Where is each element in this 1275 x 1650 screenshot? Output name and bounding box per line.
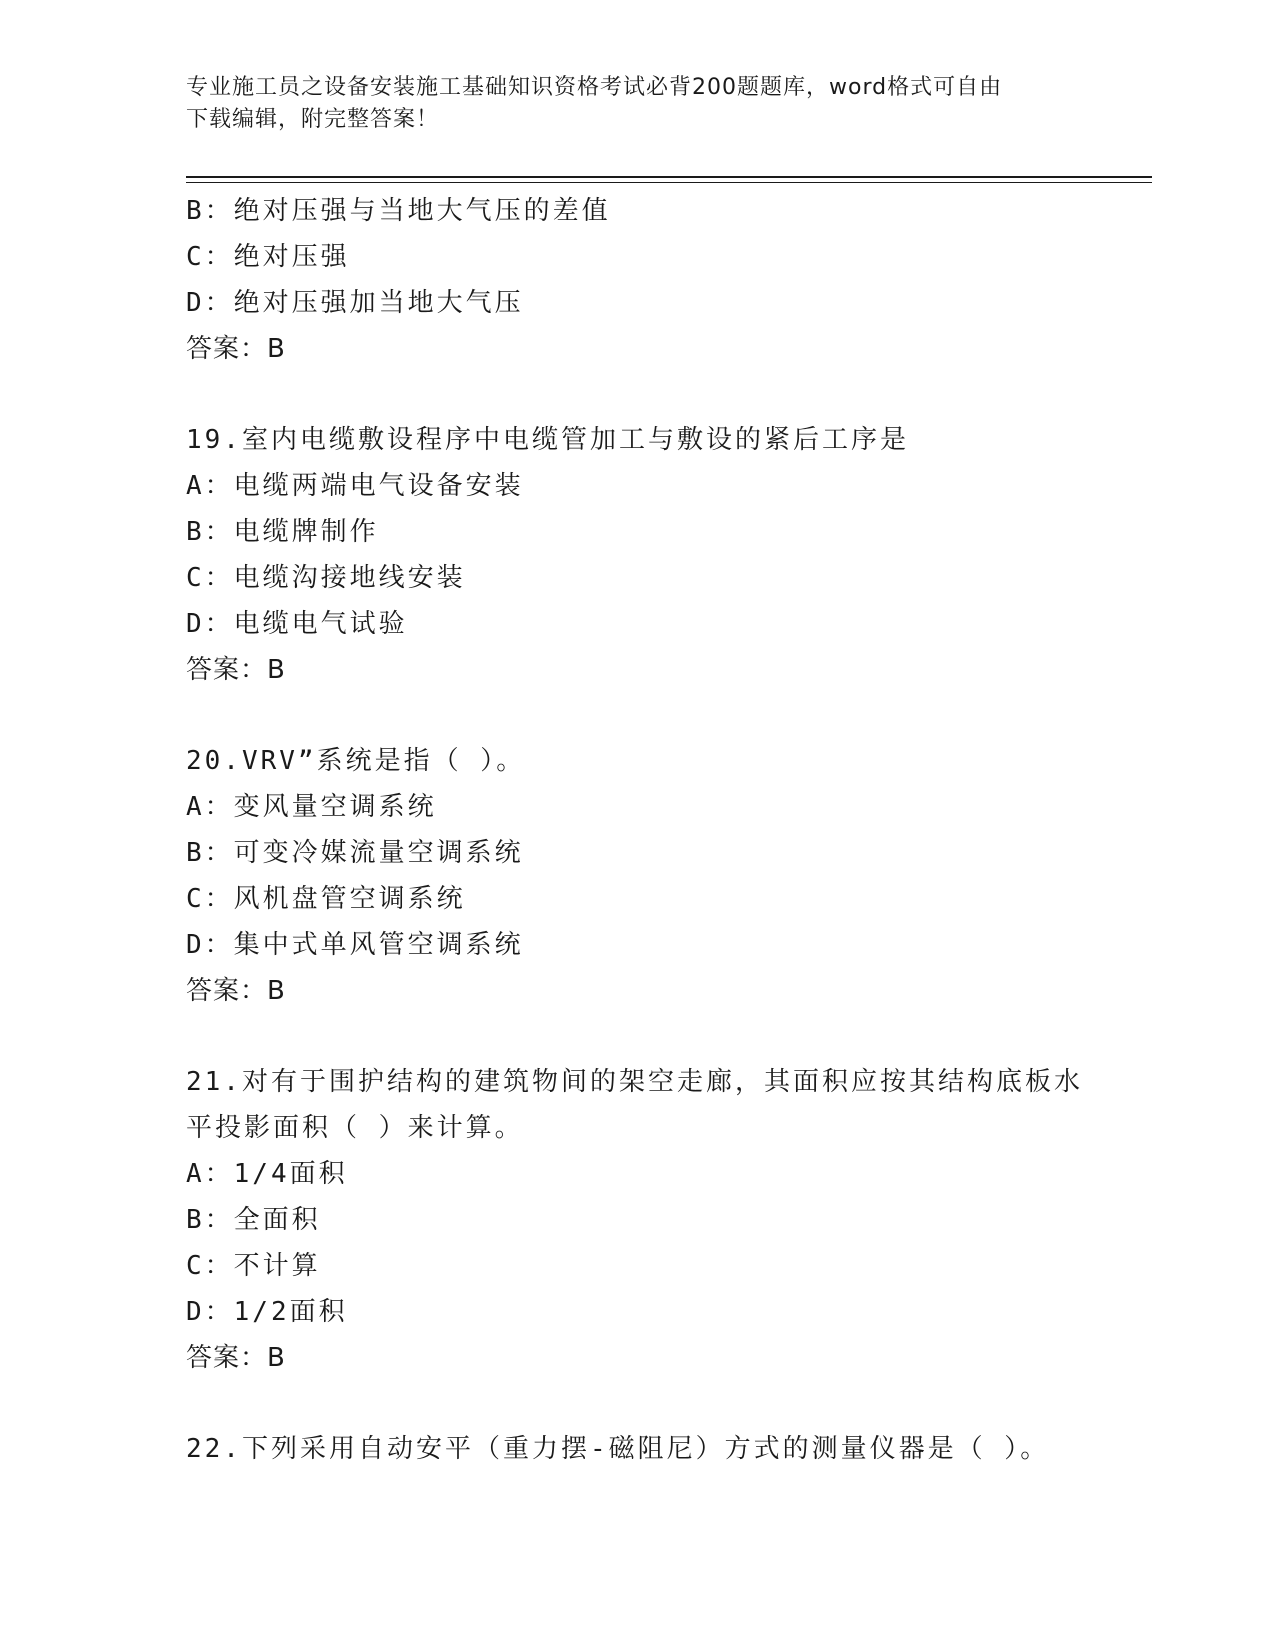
answer-line: 答案：B: [186, 334, 286, 364]
option-b: B：电缆牌制作: [186, 517, 379, 547]
question-19: [186, 417, 1086, 693]
header-line-1: 专业施工员之设备安装施工基础知识资格考试必背200题题库，word格式可自由: [186, 75, 1003, 100]
option-c: C：电缆沟接地线安装: [186, 563, 466, 593]
header-divider-thin: [186, 182, 1152, 183]
header-line-2: 下载编辑，附完整答案！: [186, 107, 440, 132]
option-b: B：全面积: [186, 1205, 321, 1235]
option-b: B：可变冷媒流量空调系统: [186, 838, 524, 868]
option-d: D：1/2面积: [186, 1297, 348, 1327]
option-d: D：绝对压强加当地大气压: [186, 288, 524, 318]
option-a: A：变风量空调系统: [186, 792, 437, 822]
option-c: C：不计算: [186, 1251, 321, 1281]
question-stem-line-1: 21.对有于围护结构的建筑物间的架空走廊，其面积应按其结构底板水: [186, 1067, 1083, 1097]
answer-line: 答案：B: [186, 1343, 286, 1373]
question-stem: 22.下列采用自动安平（重力摆-磁阻尼）方式的测量仪器是（ ）。: [186, 1434, 1050, 1464]
question-20: [186, 738, 1086, 1014]
document-header: [186, 72, 1086, 136]
option-a: A：电缆两端电气设备安装: [186, 471, 524, 501]
option-b: B：绝对压强与当地大气压的差值: [186, 196, 611, 226]
question-22: [186, 1426, 1086, 1472]
option-d: D：集中式单风管空调系统: [186, 930, 524, 960]
question-stem-line-2: 平投影面积（ ）来计算。: [186, 1113, 524, 1143]
option-a: A：1/4面积: [186, 1159, 348, 1189]
answer-line: 答案：B: [186, 976, 286, 1006]
question-21: [186, 1059, 1086, 1381]
option-c: C：绝对压强: [186, 242, 350, 272]
answer-line: 答案：B: [186, 655, 286, 685]
question-stem: 19.室内电缆敷设程序中电缆管加工与敷设的紧后工序是: [186, 425, 909, 455]
question-list: [186, 188, 1086, 1472]
partial-question: [186, 188, 1086, 372]
option-d: D：电缆电气试验: [186, 609, 408, 639]
question-stem: 20.VRV”系统是指（ ）。: [186, 746, 526, 776]
option-c: C：风机盘管空调系统: [186, 884, 466, 914]
header-divider-thick: [186, 176, 1152, 178]
